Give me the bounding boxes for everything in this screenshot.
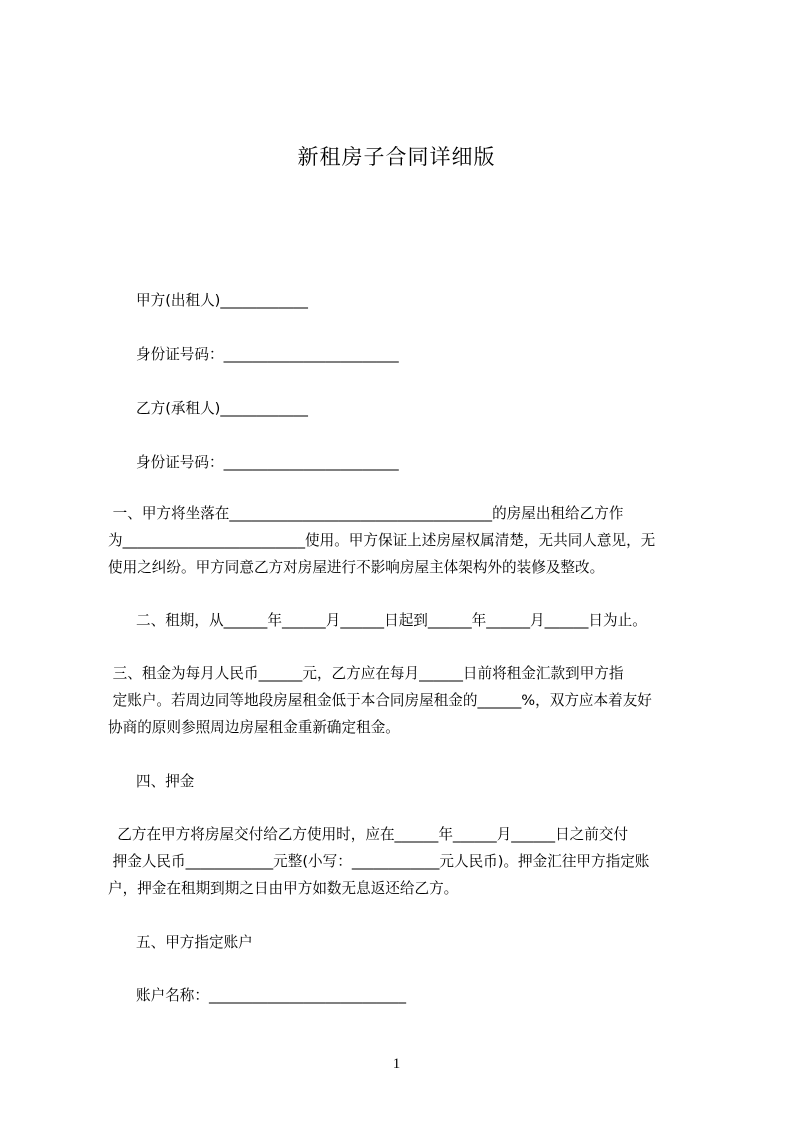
party-b-id-line: 身份证号码：________________________	[136, 454, 399, 471]
clause4-heading: 四、押金	[136, 773, 195, 790]
party-a-id-line: 身份证号码：________________________	[136, 346, 399, 363]
clause1-line: 一、甲方将坐落在____________________________________的房屋出租给乙方作	[108, 505, 624, 522]
clause5-heading: 五、甲方指定账户	[136, 934, 253, 951]
page-number: 1	[392, 1056, 401, 1072]
clause4-line: 乙方在甲方将房屋交付给乙方使用时，应在______年______月______日之前交付	[108, 826, 629, 843]
clause3-line: 协商的原则参照周边房屋租金重新确定租金。	[108, 719, 400, 736]
clause1-line: 使用之纠纷。甲方同意乙方对房屋进行不影响房屋主体架构外的装修及整改。	[108, 559, 605, 576]
clause4-line: 户，押金在租期到期之日由甲方如数无息返还给乙方。	[108, 880, 459, 897]
account-name-line: 账户名称：___________________________	[136, 987, 406, 1004]
clause3-line: 三、租金为每月人民币______元，乙方应在每月______日前将租金汇款到甲方指	[108, 665, 624, 682]
clause3-line: 定账户。若周边同等地段房屋租金低于本合同房屋租金的______%，双方应本着友好	[108, 692, 652, 709]
page-title: 新租房子合同详细版	[297, 145, 496, 169]
clause1-line: 为_________________________使用。甲方保证上述房屋权属清楚，无共同人意见，无	[108, 532, 656, 549]
party-b-line: 乙方(承租人)____________	[136, 400, 308, 417]
clause4-line: 押金人民币____________元整(小写：____________元人民币)。押金汇往甲方指定账	[108, 853, 650, 870]
clause2-line: 二、租期，从______年______月______日起到______年______月______日为止。	[136, 612, 647, 629]
party-a-line: 甲方(出租人)____________	[136, 292, 308, 309]
